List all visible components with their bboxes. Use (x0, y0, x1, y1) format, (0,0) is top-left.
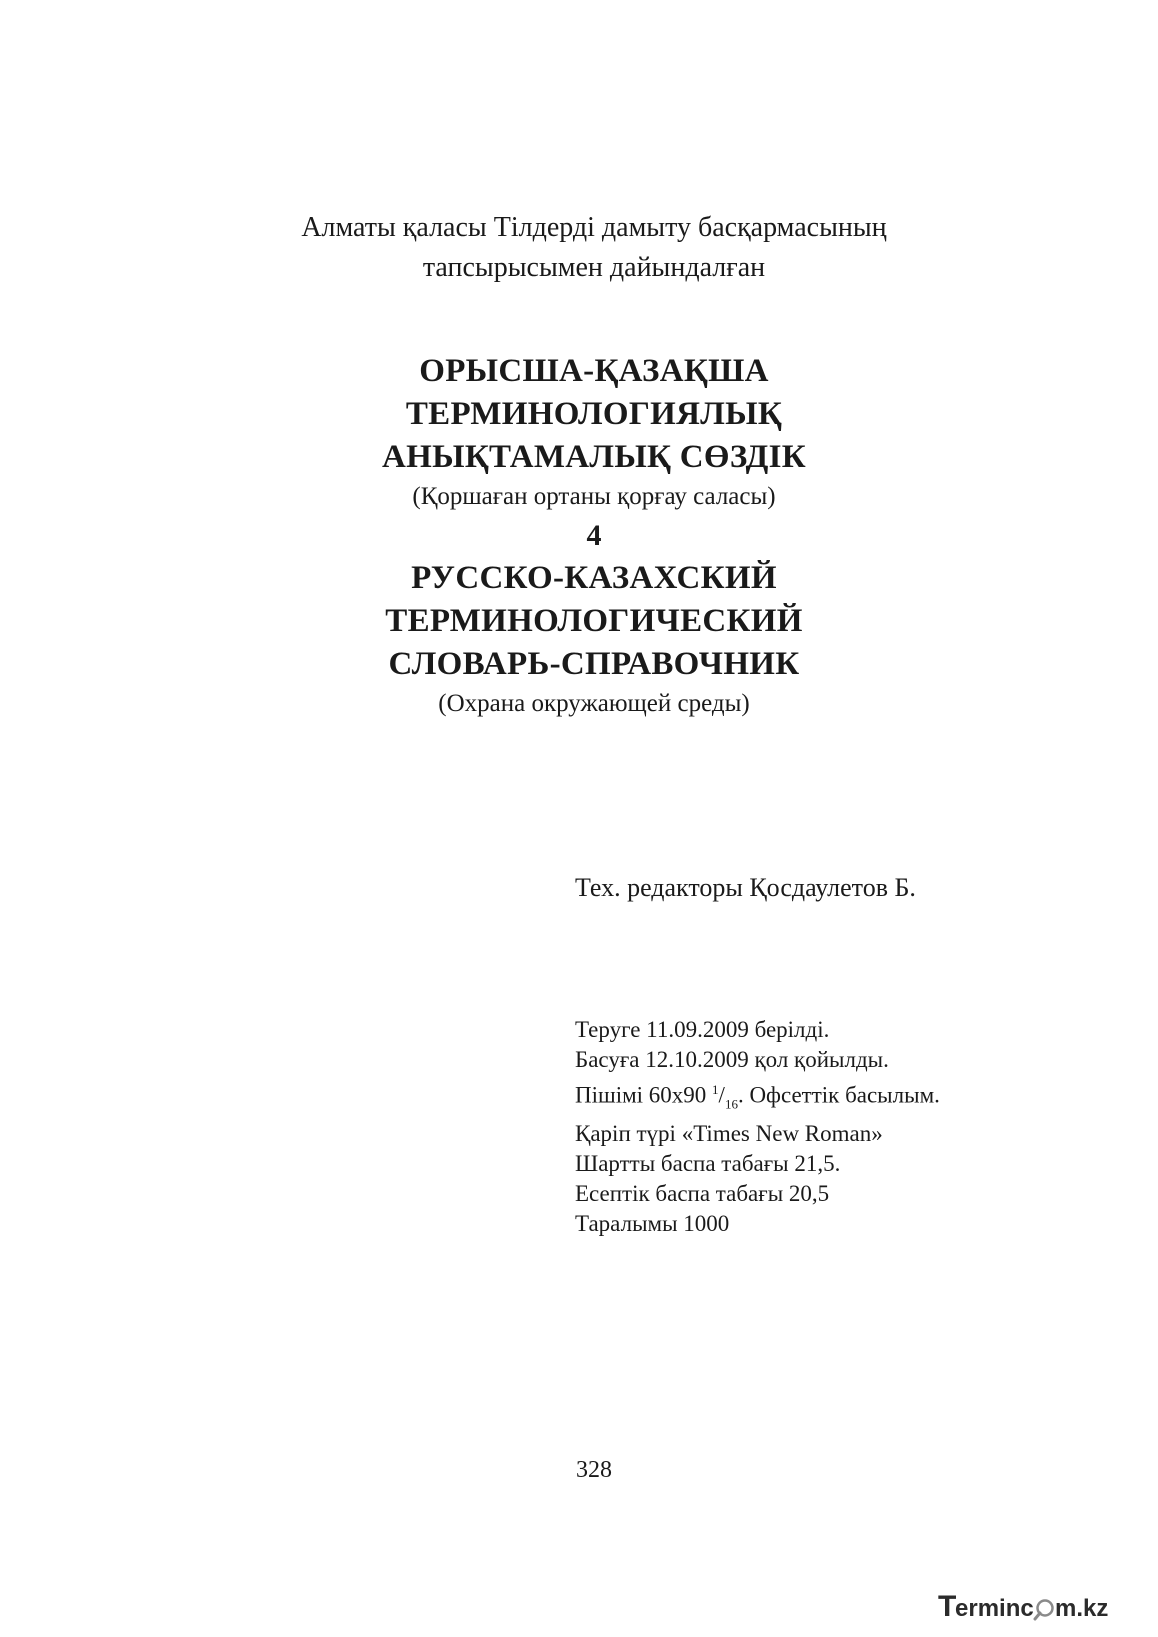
kz-title-line-2: ТЕРМИНОЛОГИЯЛЫҚ (405, 396, 783, 432)
commissioning-line-2: тапсырысымен дайындалған (422, 252, 766, 283)
page-number: 328 (576, 1457, 612, 1483)
kz-subtitle: (Қоршаған ортаны қорғау саласы) (412, 483, 776, 510)
site-watermark (938, 1588, 1118, 1624)
commissioning-line-1: Алматы қаласы Тілдерді дамыту басқармасының (301, 212, 887, 243)
ru-title-line-3: СЛОВАРЬ-СПРАВОЧНИК (388, 646, 800, 682)
svg-text:erminc: erminc (955, 1595, 1034, 1622)
tech-editor: Тех. редакторы Қосдаулетов Б. (575, 873, 916, 902)
ru-subtitle: (Охрана окружающей среды) (438, 690, 750, 717)
svg-text:T: T (938, 1590, 957, 1623)
ru-title-line-2: ТЕРМИНОЛОГИЧЕСКИЙ (385, 603, 803, 639)
imprint-font: Қаріп түрі «Times New Roman» (575, 1121, 883, 1147)
format-prefix: Пішімі 60х90 (575, 1082, 713, 1108)
title-block (0, 350, 1158, 722)
svg-text:m.kz: m.kz (1055, 1595, 1109, 1622)
kz-title-line-1: ОРЫСША-ҚАЗАҚША (419, 353, 769, 389)
magnifier-o-icon (1035, 1601, 1053, 1620)
format-suffix: . Офсеттік басылым. (737, 1082, 940, 1108)
format-fraction-denominator: 16 (724, 1096, 738, 1112)
volume-number: 4 (586, 519, 602, 552)
imprint-format (575, 1075, 940, 1119)
format-fraction-numerator: 1 (712, 1082, 719, 1097)
ru-title-line-1: РУССКО-КАЗАХСКИЙ (411, 560, 777, 596)
imprint-account-sheets: Есептік баспа табағы 20,5 (575, 1181, 830, 1207)
imprint-print-date: Басуға 12.10.2009 қол қойылды. (575, 1047, 889, 1072)
kz-title-line-3: АНЫҚТАМАЛЫҚ СӨЗДІК (382, 439, 806, 475)
termincom-logo (938, 1588, 1118, 1624)
format-fraction-slash: / (718, 1082, 725, 1108)
commissioning-note (0, 208, 1158, 288)
imprint-conventional-sheets: Шартты баспа табағы 21,5. (575, 1151, 841, 1177)
imprint-print-run: Таралымы 1000 (575, 1211, 730, 1237)
imprint-typeset-date: Теруге 11.09.2009 берілді. (575, 1017, 830, 1042)
imprint-block (575, 1015, 940, 1239)
